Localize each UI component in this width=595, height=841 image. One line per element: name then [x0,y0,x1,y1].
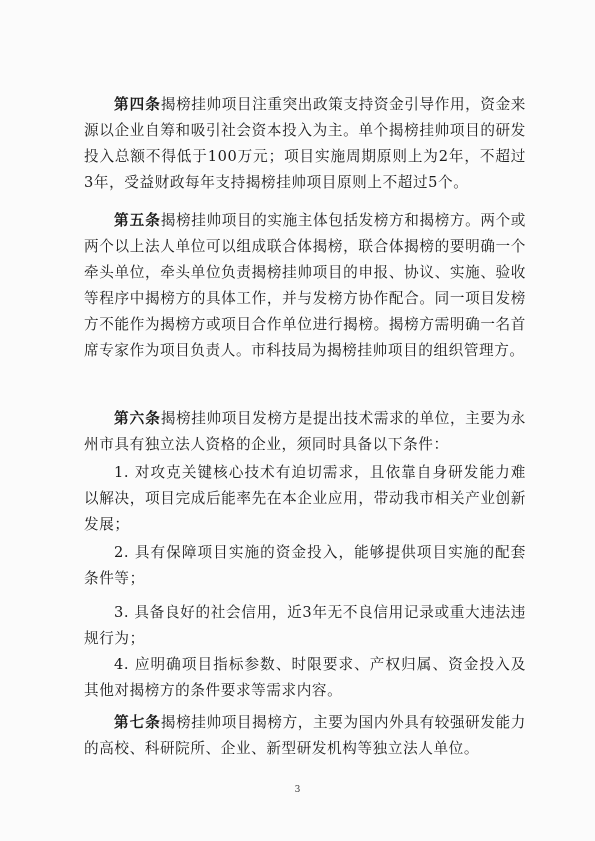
page-number: 3 [294,785,301,795]
condition-item-3: 3. 具备良好的社会信用，近3年无不良信用记录或重大违法违规行为； [84,604,526,647]
article-4-text: 揭榜挂帅项目注重突出政策支持资金引导作用，资金来源以企业自筹和吸引社会资本投入为主。单个揭榜挂帅项目的研发投入总额不得低于100万元；项目实施周期原则上为2年，不超过3年，受益财政每年支持揭榜挂帅项目原则上不超过5个。 [84,96,526,191]
article-6-text: 揭榜挂帅项目发榜方是提出技术需求的单位，主要为永州市具有独立法人资格的企业，须同时具备以下条件： [84,410,526,453]
article-6-number: 第六条 [114,410,161,427]
article-4 [84,92,526,196]
condition-item-4: 4. 应明确项目指标参数、时限要求、产权归属、资金投入及其他对揭榜方的条件要求等需求内容。 [84,656,526,699]
article-5-text: 揭榜挂帅项目的实施主体包括发榜方和揭榜方。两个或两个以上法人单位可以组成联合体揭榜，联合体揭榜的要明确一个牵头单位，牵头单位负责揭榜挂帅项目的申报、协议、实施、验收等程序中揭榜方的具体工作，并与发榜方协作配合。同一项目发榜方不能作为揭榜方或项目合作单位进行揭榜。揭榜方需明确一名首席专家作为项目负责人。市科技局为揭榜挂帅项目的组织管理方。 [84,212,526,359]
article-7-number: 第七条 [114,714,161,731]
condition-item-1: 1. 对攻克关键核心技术有迫切需求，且依靠自身研发能力难以解决，项目完成后能率先在本企业应用，带动我市相关产业创新发展； [84,464,526,533]
article-7-text: 揭榜挂帅项目揭榜方，主要为国内外具有较强研发能力的高校、科研院所、企业、新型研发机构等独立法人单位。 [84,714,526,757]
condition-item-2: 2. 具有保障项目实施的资金投入，能够提供项目实施的配套条件等； [84,544,526,587]
article-5 [84,208,526,364]
article-5-number: 第五条 [114,212,161,229]
article-4-number: 第四条 [114,96,161,113]
article-6 [84,406,526,458]
article-7 [84,710,526,762]
